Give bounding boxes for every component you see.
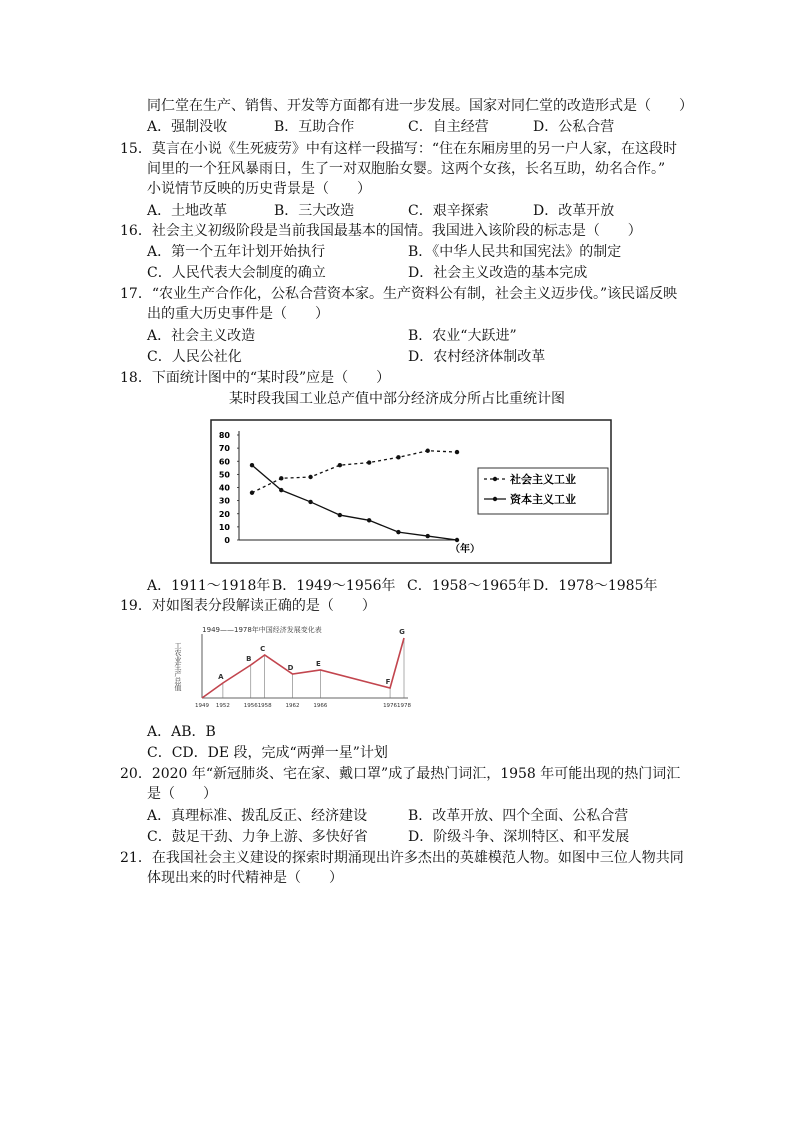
chart1-point-s2 (396, 530, 400, 534)
q18-option-c[interactable]: C．1958～1965年 (407, 578, 531, 594)
q17-stem-line2: 出的重大历史事件是（ ） (147, 306, 329, 322)
q20-stem-line2: 是（ ） (147, 786, 217, 802)
q14-option-b[interactable]: B．互助合作 (274, 119, 355, 135)
q16-stem: 16．社会主义初级阶段是当前我国最基本的国情。我国进入该阶段的标志是（ ） (120, 223, 642, 239)
q15-stem-line1: 15．莫言在小说《生死疲劳》中有这样一段描写：“住在东厢房里的另一户人家，在这段时 (120, 141, 677, 157)
q18-stem: 18．下面统计图中的“某时段”应是（ ） (120, 370, 391, 386)
chart1-industry-share (210, 419, 612, 564)
q20-option-d[interactable]: D．阶级斗争、深圳特区、和平发展 (408, 829, 630, 845)
q18-option-b[interactable]: B．1949～1956年 (272, 578, 396, 594)
q17-option-a[interactable]: A．社会主义改造 (147, 328, 256, 344)
chart2-title: 1949——1978年中国经济发展变化表 (202, 626, 322, 634)
chart1-title: 某时段我国工业总产值中部分经济成分所占比重统计图 (229, 391, 565, 407)
q14-option-c[interactable]: C．自主经营 (408, 119, 489, 135)
chart2-xtick-label: 1949 (195, 703, 209, 709)
chart1-point-s1 (279, 476, 283, 480)
q15-stem-line3: 小说情节反映的历史背景是（ ） (147, 181, 371, 197)
chart1-point-s1 (338, 463, 342, 467)
q20-stem-line1: 20．2020 年“新冠肺炎、宅在家、戴口罩”成了最热门词汇，1958 年可能出现的热门词汇 (120, 766, 681, 782)
chart2-xtick-label: 1962 (285, 703, 300, 709)
chart1-point-s2 (367, 518, 371, 522)
q17-option-d[interactable]: D．农村经济体制改革 (408, 349, 546, 365)
q15-stem-line2: 间里的一个狂风暴雨日，生了一对双胞胎女婴。这两个女孩，长名互助，幼名合作。” (147, 161, 666, 177)
chart1-point-s2 (455, 538, 459, 542)
q21-stem-line1: 21．在我国社会主义建设的探索时期涌现出许多杰出的英雄模范人物。如图中三位人物共同 (120, 850, 684, 866)
chart2-economy-1949-1978 (172, 620, 412, 712)
chart1-ytick-label: 50 (218, 470, 230, 480)
chart1-point-s2 (250, 463, 254, 467)
q20-option-c[interactable]: C．鼓足干劲、力争上游、多快好省 (147, 829, 368, 845)
q17-option-c[interactable]: C．人民公社化 (147, 349, 242, 365)
q19-stem: 19．对如图表分段解读正确的是（ ） (120, 598, 376, 614)
chart1-ytick-label: 30 (218, 496, 230, 506)
chart1-point-s2 (308, 500, 312, 504)
chart2-ylabel: 工农业生产总值 (174, 642, 182, 691)
q14-stem: 同仁堂在生产、销售、开发等方面都有进一步发展。国家对同仁堂的改造形式是（ ） (147, 98, 693, 114)
chart2-point-label: E (316, 660, 321, 668)
chart2-point-label: D (287, 664, 294, 672)
q17-option-b[interactable]: B．农业“大跃进” (408, 328, 517, 344)
chart1-ytick-label: 20 (218, 509, 230, 519)
q16-option-c[interactable]: C．人民代表大会制度的确立 (147, 265, 326, 281)
chart1-point-s1 (250, 491, 254, 495)
q16-option-b[interactable]: B．《中华人民共和国宪法》的制定 (408, 244, 622, 260)
chart1-legend-marker (493, 497, 497, 501)
q15-option-c[interactable]: C．艰辛探索 (408, 203, 489, 219)
chart1-point-s1 (426, 449, 430, 453)
chart1-point-s2 (426, 534, 430, 538)
q14-option-d[interactable]: D．公私合营 (533, 119, 615, 135)
q15-option-b[interactable]: B．三大改造 (274, 203, 355, 219)
chart2-xtick-label: 1952 (215, 703, 230, 709)
chart2-xtick-label: 1966 (313, 703, 328, 709)
chart2-point-label: G (399, 628, 405, 636)
chart2-xtick-label: 1958 (257, 703, 272, 709)
chart1-ytick-label: 60 (218, 457, 230, 467)
chart1-point-s2 (279, 488, 283, 492)
q18-option-d[interactable]: D．1978～1985年 (533, 578, 658, 594)
chart1-legend-label: 社会主义工业 (510, 473, 576, 486)
q16-option-d[interactable]: D．社会主义改造的基本完成 (408, 265, 588, 281)
q20-option-b[interactable]: B．改革开放、四个全面、公私合营 (408, 808, 629, 824)
chart1-ytick-label: 0 (224, 536, 230, 545)
chart1-point-s1 (308, 475, 312, 479)
chart1-point-s1 (455, 450, 459, 454)
q17-stem-line1: 17．“农业生产合作化，公私合营资本家。生产资料公有制，社会主义迈步伐。”该民谣反映 (120, 286, 678, 302)
chart1-legend-marker (493, 477, 497, 481)
chart1-ytick-label: 10 (218, 522, 230, 532)
q19-option-c[interactable]: C．CD．DE 段，完成“两弹一星”计划 (147, 745, 388, 761)
chart2-point-label: A (218, 673, 224, 681)
chart2-xtick-label: 1976 (383, 703, 398, 709)
chart1-legend-label: 资本主义工业 (510, 493, 576, 506)
q19-option-a[interactable]: A．AB．B (147, 724, 216, 740)
chart1-xlabel: （年） (450, 544, 480, 555)
chart1-point-s2 (338, 513, 342, 517)
chart1-ytick-label: 80 (218, 431, 230, 440)
chart2-point-label: C (260, 645, 266, 653)
q20-option-a[interactable]: A．真理标准、拨乱反正、经济建设 (147, 808, 368, 824)
chart2-point-label: B (246, 655, 252, 663)
q21-stem-line2: 体现出来的时代精神是（ ） (147, 870, 343, 886)
q16-option-a[interactable]: A．第一个五年计划开始执行 (147, 244, 326, 260)
chart2-xtick-label: 1978 (397, 703, 411, 709)
q14-option-a[interactable]: A．强制没收 (147, 119, 228, 135)
chart2-xtick-label: 1956 (243, 703, 258, 709)
q18-option-a[interactable]: A．1911～1918年 (147, 578, 271, 594)
chart1-ytick-label: 40 (218, 483, 230, 493)
chart1-ytick-label: 70 (218, 444, 230, 454)
chart2-point-label: F (385, 678, 391, 686)
chart1-point-s1 (367, 460, 371, 464)
q15-option-a[interactable]: A．土地改革 (147, 203, 228, 219)
q15-option-d[interactable]: D．改革开放 (533, 203, 615, 219)
chart2-series-line (202, 638, 404, 698)
chart1-point-s1 (396, 455, 400, 459)
